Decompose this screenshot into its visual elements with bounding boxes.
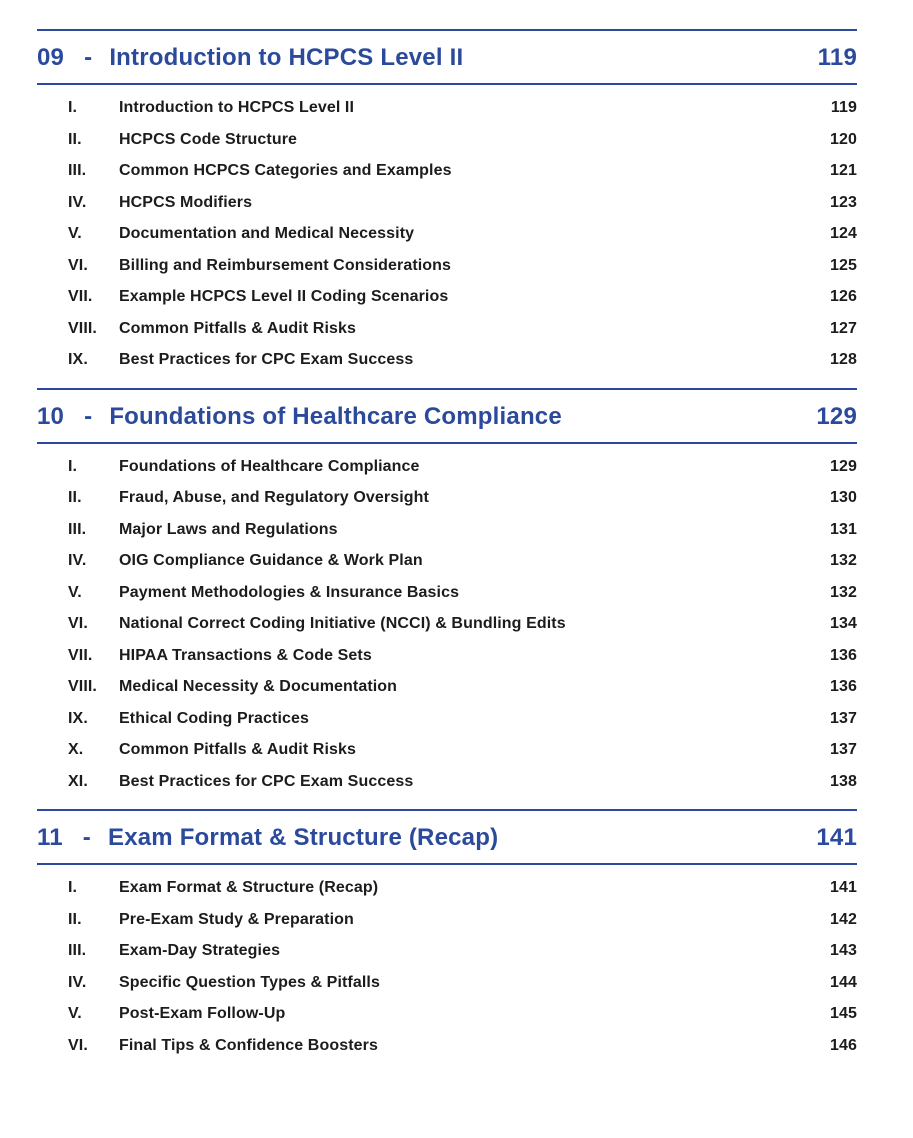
toc-entry[interactable] <box>37 904 857 936</box>
entry-page-number: 125 <box>830 256 857 274</box>
table-of-contents <box>37 29 857 1073</box>
chapter-page-number: 141 <box>816 824 857 851</box>
toc-section-heading[interactable] <box>37 811 857 863</box>
entry-numeral: VI. <box>68 615 88 632</box>
entry-page-number: 119 <box>830 99 857 116</box>
entry-label: Final Tips & Confidence Boosters <box>119 1036 378 1054</box>
entry-label: Post-Exam Follow-Up <box>119 1005 286 1022</box>
chapter-number: 11 <box>37 824 63 851</box>
entry-label: Specific Question Types & Pitfalls <box>119 973 380 991</box>
toc-entry[interactable] <box>37 703 857 735</box>
entry-numeral: I. <box>68 99 78 116</box>
entry-numeral: IV. <box>68 552 87 569</box>
entry-page-number: 146 <box>830 1036 857 1054</box>
entry-page-number: 131 <box>830 520 857 538</box>
entry-label: HCPCS Modifiers <box>119 193 253 211</box>
entry-label: Fraud, Abuse, and Regulatory Oversight <box>119 489 429 506</box>
entry-numeral: IV. <box>68 973 87 991</box>
toc-entry[interactable] <box>37 872 857 904</box>
entry-label: HIPAA Transactions & Code Sets <box>119 646 372 664</box>
entry-numeral: II. <box>68 910 82 928</box>
chapter-title: Foundations of Healthcare Compliance <box>109 402 562 430</box>
entry-numeral: V. <box>68 225 82 242</box>
entry-page-number: 137 <box>830 709 857 727</box>
toc-entry[interactable] <box>37 187 857 219</box>
toc-entry[interactable] <box>37 155 857 187</box>
entry-page-number: 134 <box>830 615 857 632</box>
entry-numeral: VIII. <box>68 678 97 695</box>
toc-entry[interactable] <box>37 1030 857 1062</box>
entry-label: Documentation and Medical Necessity <box>119 225 415 242</box>
toc-entry[interactable] <box>37 935 857 967</box>
entry-numeral: VII. <box>68 646 93 664</box>
entry-label: OIG Compliance Guidance & Work Plan <box>119 552 423 569</box>
entry-page-number: 120 <box>830 130 857 148</box>
toc-entry[interactable] <box>37 124 857 156</box>
toc-section <box>37 388 857 810</box>
entry-label: Common Pitfalls & Audit Risks <box>119 741 357 758</box>
entry-page-number: 127 <box>830 319 857 337</box>
entry-label: Best Practices for CPC Exam Success <box>119 772 414 790</box>
chapter-page-number: 119 <box>817 44 857 71</box>
chapter-title: Introduction to HCPCS Level II <box>109 44 464 71</box>
toc-entry[interactable] <box>37 766 857 798</box>
entry-numeral: IX. <box>68 351 88 368</box>
entry-numeral: II. <box>68 130 82 148</box>
entry-page-number: 124 <box>830 225 857 242</box>
toc-section-items <box>37 865 857 1073</box>
entry-numeral: IV. <box>68 193 87 211</box>
entry-numeral: VII. <box>68 288 93 305</box>
chapter-number: 10 <box>37 402 65 430</box>
chapter-page-number: 129 <box>816 402 857 430</box>
toc-section <box>37 809 857 1073</box>
entry-numeral: III. <box>68 942 87 959</box>
entry-page-number: 136 <box>830 646 857 664</box>
entry-page-number: 121 <box>830 162 857 179</box>
entry-numeral: VI. <box>68 1036 88 1054</box>
entry-label: Foundations of Healthcare Compliance <box>119 457 420 475</box>
chapter-title: Exam Format & Structure (Recap) <box>107 824 499 851</box>
entry-label: Best Practices for CPC Exam Success <box>119 351 414 368</box>
toc-entry[interactable] <box>37 281 857 313</box>
toc-entry[interactable] <box>37 671 857 703</box>
entry-label: Billing and Reimbursement Considerations <box>119 256 452 274</box>
toc-entry[interactable] <box>37 640 857 672</box>
entry-numeral: III. <box>68 520 87 538</box>
entry-numeral: XI. <box>68 772 88 790</box>
entry-page-number: 132 <box>830 552 857 569</box>
toc-entry[interactable] <box>37 967 857 999</box>
toc-entry[interactable] <box>37 313 857 345</box>
entry-page-number: 144 <box>830 973 857 991</box>
entry-page-number: 123 <box>830 193 857 211</box>
chapter-separator: - <box>84 402 93 430</box>
entry-page-number: 141 <box>830 879 857 896</box>
toc-entry[interactable] <box>37 998 857 1030</box>
entry-page-number: 136 <box>830 678 857 695</box>
entry-label: National Correct Coding Initiative (NCCI) & Bundling Edits <box>119 615 566 632</box>
entry-page-number: 132 <box>830 583 857 601</box>
toc-entry[interactable] <box>37 608 857 640</box>
entry-label: Pre-Exam Study & Preparation <box>119 910 354 928</box>
entry-label: Major Laws and Regulations <box>119 520 338 538</box>
entry-page-number: 126 <box>830 288 857 305</box>
entry-numeral: II. <box>68 489 82 506</box>
chapter-separator: - <box>82 824 91 851</box>
toc-entry[interactable] <box>37 577 857 609</box>
toc-entry[interactable] <box>37 250 857 282</box>
entry-numeral: I. <box>68 457 78 475</box>
toc-section-heading[interactable] <box>37 31 857 83</box>
entry-page-number: 130 <box>830 489 857 506</box>
entry-page-number: 138 <box>830 772 857 790</box>
entry-label: Common Pitfalls & Audit Risks <box>119 319 357 337</box>
entry-page-number: 142 <box>830 910 857 928</box>
entry-label: Exam-Day Strategies <box>119 942 281 959</box>
entry-page-number: 143 <box>830 942 857 959</box>
entry-numeral: V. <box>68 583 82 601</box>
toc-entry[interactable] <box>37 92 857 124</box>
toc-entry[interactable] <box>37 482 857 514</box>
toc-entry[interactable] <box>37 451 857 483</box>
entry-numeral: III. <box>68 162 87 179</box>
entry-page-number: 129 <box>830 457 857 475</box>
toc-entry[interactable] <box>37 344 857 376</box>
toc-section <box>37 29 857 388</box>
entry-label: Ethical Coding Practices <box>119 709 310 727</box>
entry-numeral: X. <box>68 741 84 758</box>
entry-label: Payment Methodologies & Insurance Basics <box>119 583 460 601</box>
entry-numeral: VIII. <box>68 319 97 337</box>
entry-page-number: 128 <box>830 351 857 368</box>
entry-numeral: V. <box>68 1005 82 1022</box>
entry-page-number: 145 <box>830 1005 857 1022</box>
toc-section-items <box>37 444 857 810</box>
chapter-number: 09 <box>37 44 65 71</box>
entry-label: Introduction to HCPCS Level II <box>119 99 355 116</box>
toc-entry[interactable] <box>37 734 857 766</box>
entry-label: Common HCPCS Categories and Examples <box>119 162 452 179</box>
toc-section-heading[interactable] <box>37 390 857 442</box>
entry-label: HCPCS Code Structure <box>119 130 298 148</box>
chapter-separator: - <box>84 44 93 71</box>
entry-page-number: 137 <box>830 741 857 758</box>
toc-entry[interactable] <box>37 218 857 250</box>
toc-section-items <box>37 85 857 388</box>
entry-label: Exam Format & Structure (Recap) <box>119 879 379 896</box>
entry-label: Example HCPCS Level II Coding Scenarios <box>119 288 449 305</box>
entry-label: Medical Necessity & Documentation <box>119 678 398 695</box>
toc-entry[interactable] <box>37 545 857 577</box>
entry-numeral: I. <box>68 879 78 896</box>
entry-numeral: IX. <box>68 709 88 727</box>
entry-numeral: VI. <box>68 256 88 274</box>
toc-entry[interactable] <box>37 514 857 546</box>
